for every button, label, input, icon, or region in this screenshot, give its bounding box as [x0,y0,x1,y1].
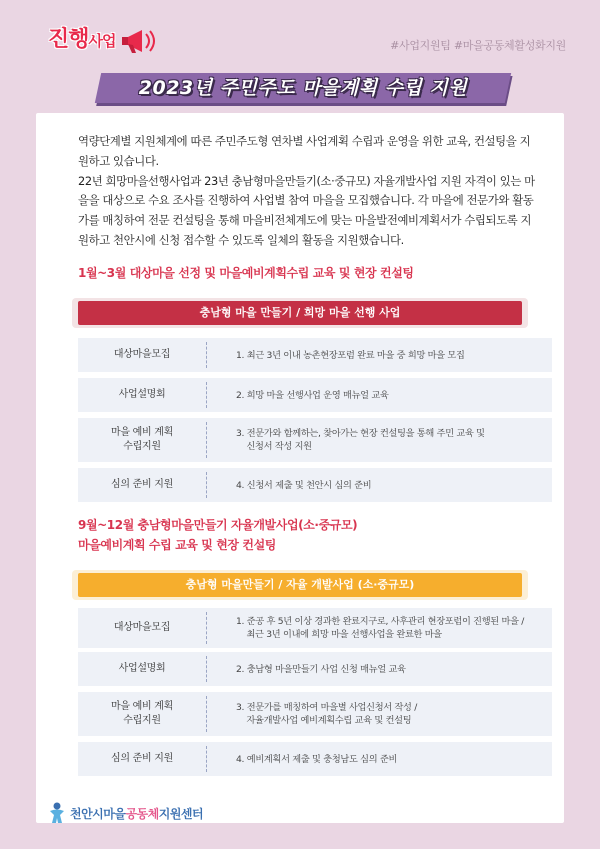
logo-main-text: 진행 [48,27,89,52]
logo-sub-text: 사업 [88,32,116,50]
row-label: 심의 준비 지원 [111,753,173,764]
footer-org-suffix: 지원센터 [158,806,204,821]
logo [48,22,116,53]
intro-paragraph-2: 22년 희망마을선행사업과 23년 충남형마을만들기(소·중규모) 자율개발사업 지원 자격이 있는 마을을 대상으로 수요 조사를 진행하여 사업별 참여 마을을 모집했습니다. 각 마을에 전문가와 활동가를 매칭하여 전문 컨설팅을 통해 마을비전체계도에 맞는 마을발전예비계획서가 수립되도록 지원하고 천안시에 신청 접수할 수 있도록 일체의 활동을 지원했습니다. [78,173,535,247]
row-divider [206,382,207,408]
intro-text [78,132,538,251]
table-row [78,608,552,648]
footer-logo [48,802,203,824]
table-row [78,742,552,776]
row-description: 1. 최근 3년 이내 농촌현장포럼 완료 마을 중 희망 마을 모집 [236,349,465,361]
row-description: 1. 준공 후 5년 이상 경과한 완료지구로, 사후관리 현장포럼이 진행된 마을 / 최근 3년 이내에 희망 마을 선행사업을 완료한 마을 [236,616,525,640]
footer-org-name [70,805,203,822]
section2-heading-line1: 9월~12월 충남형마을만들기 자율개발사업(소·중규모) [78,518,358,532]
row-divider [206,612,207,644]
row-label: 대상마을모집 [113,349,171,360]
row-divider [206,472,207,498]
row-divider [206,696,207,732]
person-icon [48,802,66,824]
page-title: 2023년 주민주도 마을계획 수립 지원 [138,77,468,99]
row-label: 사업설명회 [118,389,166,400]
section1-pill: 충남형 마을 만들기 / 희망 마을 선행 사업 [78,301,522,325]
table-row [78,378,552,412]
hashtags: #사업지원팀 #마을공동체활성화지원 [390,39,566,52]
row-label: 사업설명회 [118,663,166,674]
megaphone-icon [122,26,158,56]
row-description: 3. 전문가를 매칭하여 마을별 사업신청서 작성 / 자율개발사업 예비계획수립 교육 및 컨설팅 [236,702,418,726]
row-divider [206,342,207,368]
row-description: 2. 희망 마을 선행사업 운영 매뉴얼 교육 [236,389,389,401]
footer-org-prefix: 천안시마을 [70,806,126,821]
row-divider [206,656,207,682]
intro-paragraph-1: 역량단계별 지원체계에 따른 주민주도형 연차별 사업계획 수립과 운영을 위한 교육, 컨설팅을 지원하고 있습니다. [78,134,531,168]
table-row [78,692,552,736]
row-description: 2. 충남형 마을만들기 사업 신청 매뉴얼 교육 [236,663,406,675]
row-label: 마을 예비 계획 수립지원 [111,427,173,452]
row-description: 3. 전문가와 함께하는, 찾아가는 현장 컨설팅을 통해 주민 교육 및 신청서 작성 지원 [236,428,485,452]
row-divider [206,746,207,772]
row-label: 마을 예비 계획 수립지원 [111,701,173,726]
section2-pill: 충남형 마을만들기 / 자율 개발사업 (소·중규모) [78,573,522,597]
row-label: 심의 준비 지원 [111,479,173,490]
section1-heading: 1월~3월 대상마을 선정 및 마을예비계획수립 교육 및 현장 컨설팅 [78,266,414,280]
row-divider [206,422,207,458]
table-row [78,468,552,502]
row-description: 4. 예비계획서 제출 및 충청남도 심의 준비 [236,753,398,765]
table-row [78,418,552,462]
table-row [78,338,552,372]
row-description: 4. 신청서 제출 및 천안시 심의 준비 [236,479,372,491]
table-row [78,652,552,686]
row-label: 대상마을모집 [113,622,171,633]
footer-org-highlight: 공동체 [125,806,159,821]
section2-heading-line2: 마을예비계획 수립 교육 및 현장 컨설팅 [78,538,276,552]
